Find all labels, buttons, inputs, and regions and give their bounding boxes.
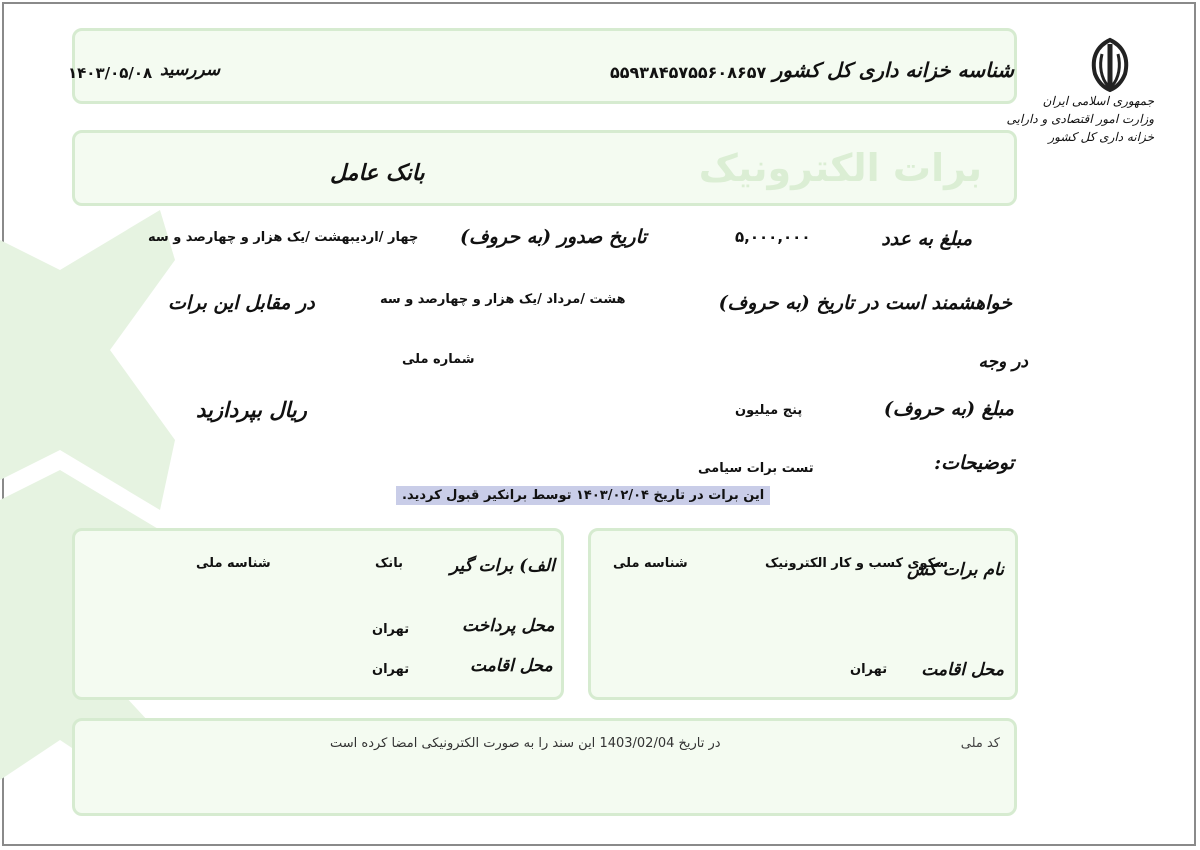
drawee-residence: تهران — [372, 662, 410, 677]
footer-panel — [72, 718, 1017, 816]
description-value: تست برات سیامی — [698, 461, 814, 476]
ministry-block — [1007, 92, 1154, 146]
drawee-name-label: الف) برات گیر — [450, 556, 555, 576]
drawer-name-label: نام برات کش — [907, 560, 1004, 580]
against-label: در مقابل این برات — [168, 292, 315, 314]
drawee-payment-place: تهران — [372, 622, 410, 637]
bank-label: بانک عامل — [330, 160, 425, 186]
ministry-line-1: جمهوری اسلامی ایران — [1042, 94, 1154, 108]
accepted-note: این برات در تاریخ ۱۴۰۳/۰۲/۰۴ توسط برانکیر قبول کردید. — [396, 486, 770, 505]
issue-date-label: تاریخ صدور (به حروف) — [460, 226, 647, 248]
pay-label: ریال بپردازید — [196, 397, 307, 422]
footer-code-label: کد ملی — [960, 736, 1000, 751]
drawee-id-label: شناسه ملی — [196, 556, 271, 571]
ministry-line-2: وزارت امور اقتصادی و دارایی — [1006, 112, 1154, 126]
treasury-id: ۵۵۹۳۸۴۵۷۵۵۶۰۸۶۵۷ — [610, 63, 767, 82]
payee-label: در وجه — [978, 352, 1028, 372]
emblem-icon — [1075, 34, 1145, 94]
due-date: ۱۴۰۳/۰۵/۰۸ — [68, 64, 153, 82]
drawer-name: سکوی کسب و کار الکترونیک — [765, 556, 948, 571]
amount-words: پنج میلیون — [735, 403, 803, 418]
description-label: توضیحات: — [934, 452, 1014, 474]
amount-number-label: مبلغ به عدد — [881, 228, 972, 250]
drawee-bank-label: بانک — [375, 556, 403, 571]
amount-words-label: مبلغ (به حروف) — [883, 398, 1014, 420]
drawee-residence-label: محل اقامت — [470, 656, 553, 676]
drawer-residence: تهران — [850, 662, 888, 677]
due-label: سررسید — [160, 60, 221, 80]
footer-sign-text: در تاریخ 1403/02/04 این سند را به صورت الکترونیکی امضا کرده است — [330, 736, 721, 751]
issue-date: چهار /اردیبهشت /یک هزار و چهارصد و سه — [148, 230, 419, 245]
ministry-line-3: خزانه داری کل کشور — [1048, 130, 1154, 144]
national-id-label: شماره ملی — [402, 352, 475, 367]
treasury-label: شناسه خزانه داری کل کشور — [772, 58, 1014, 82]
drawer-id-label: شناسه ملی — [613, 556, 688, 571]
drawee-payment-place-label: محل پرداخت — [462, 616, 555, 636]
amount-number: ۵,۰۰۰,۰۰۰ — [735, 228, 811, 246]
watermark-title: برات الکترونیک — [698, 146, 982, 190]
request-date-label: خواهشمند است در تاریخ (به حروف) — [718, 292, 1012, 314]
request-date: هشت /مرداد /یک هزار و چهارصد و سه — [380, 292, 626, 307]
drawer-residence-label: محل اقامت — [921, 660, 1004, 680]
